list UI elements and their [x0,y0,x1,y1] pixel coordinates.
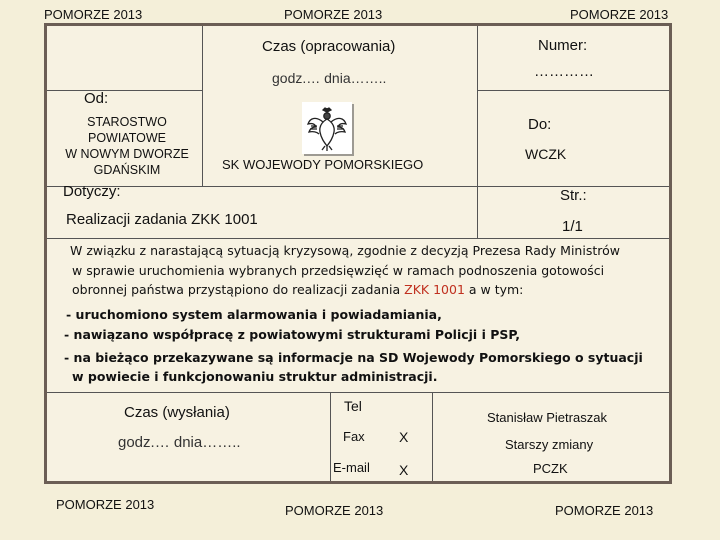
divider [47,238,669,239]
dotyczy-value: Realizacji zadania ZKK 1001 [66,211,258,228]
task-code: ZKK 1001 [404,282,465,297]
bullet-item: w powiecie i funkcjonowaniu struktur administracji. [72,369,438,384]
dotyczy-label: Dotyczy: [63,183,121,200]
godz-dnia-text: godz.… dnia…….. [272,70,387,86]
email-value: X [399,462,409,478]
divider [47,392,669,393]
polish-eagle-emblem-icon [302,102,352,154]
corner-label-bottom-left: POMORZE 2013 [56,497,155,512]
od-label: Od: [84,90,109,107]
bullet-item: - uruchomiono system alarmowania i powiadamiania, [66,307,442,322]
corner-label-top-right: POMORZE 2013 [570,7,669,22]
divider [477,90,669,91]
message-text: a w tym: [464,282,524,297]
signer-role: Starszy zmiany [505,437,594,452]
corner-label-bottom-center: POMORZE 2013 [285,503,384,518]
numer-label: Numer: [538,37,588,54]
fax-label: Fax [343,429,365,444]
message-line: w sprawie uruchomienia wybranych przedsięwzięć w ramach podnoszenia gotowości [72,263,605,278]
godz-dnia-footer: godz.… dnia…….. [118,434,241,451]
corner-label-top-left: POMORZE 2013 [44,7,143,22]
do-value: WCZK [525,146,567,162]
bullet-item: - na bieżąco przekazywane są informacje na SD Wojewody Pomorskiego o sytuacji [64,350,643,365]
signer-unit: PCZK [533,461,568,476]
message-line [72,281,523,298]
divider [330,392,331,481]
sender-line: GDAŃSKIM [93,163,161,177]
message-text: obronnej państwa przystąpiono do realizacji zadania [72,282,405,297]
tel-label: Tel [344,398,362,414]
fax-value: X [399,429,409,445]
divider [47,90,202,91]
sender-line: STAROSTWO [87,115,167,129]
czas-wyslania-label: Czas (wysłania) [124,404,230,421]
do-label: Do: [528,116,552,133]
bullet-item: - nawiązano współpracę z powiatowymi strukturami Policji i PSP, [64,327,520,342]
divider [432,392,433,481]
signer-name: Stanisław Pietraszak [487,410,607,425]
recipient-center: SK WOJEWODY POMORSKIEGO [222,157,424,172]
numer-value: ………… [534,63,594,80]
divider [202,26,203,186]
page-value: 1/1 [562,218,583,235]
sender-line: W NOWYM DWORZE [65,147,189,161]
email-label: E-mail [333,460,370,475]
sender-block [52,114,202,178]
divider [477,26,478,238]
czas-opracowania-label: Czas (opracowania) [262,38,396,55]
message-line: W związku z narastającą sytuacją kryzysową, zgodnie z decyzją Prezesa Rady Ministrów [70,243,620,258]
corner-label-bottom-right: POMORZE 2013 [555,503,654,518]
sender-line: POWIATOWE [87,131,166,145]
corner-label-top-center: POMORZE 2013 [284,7,383,22]
page-label: Str.: [560,187,587,204]
